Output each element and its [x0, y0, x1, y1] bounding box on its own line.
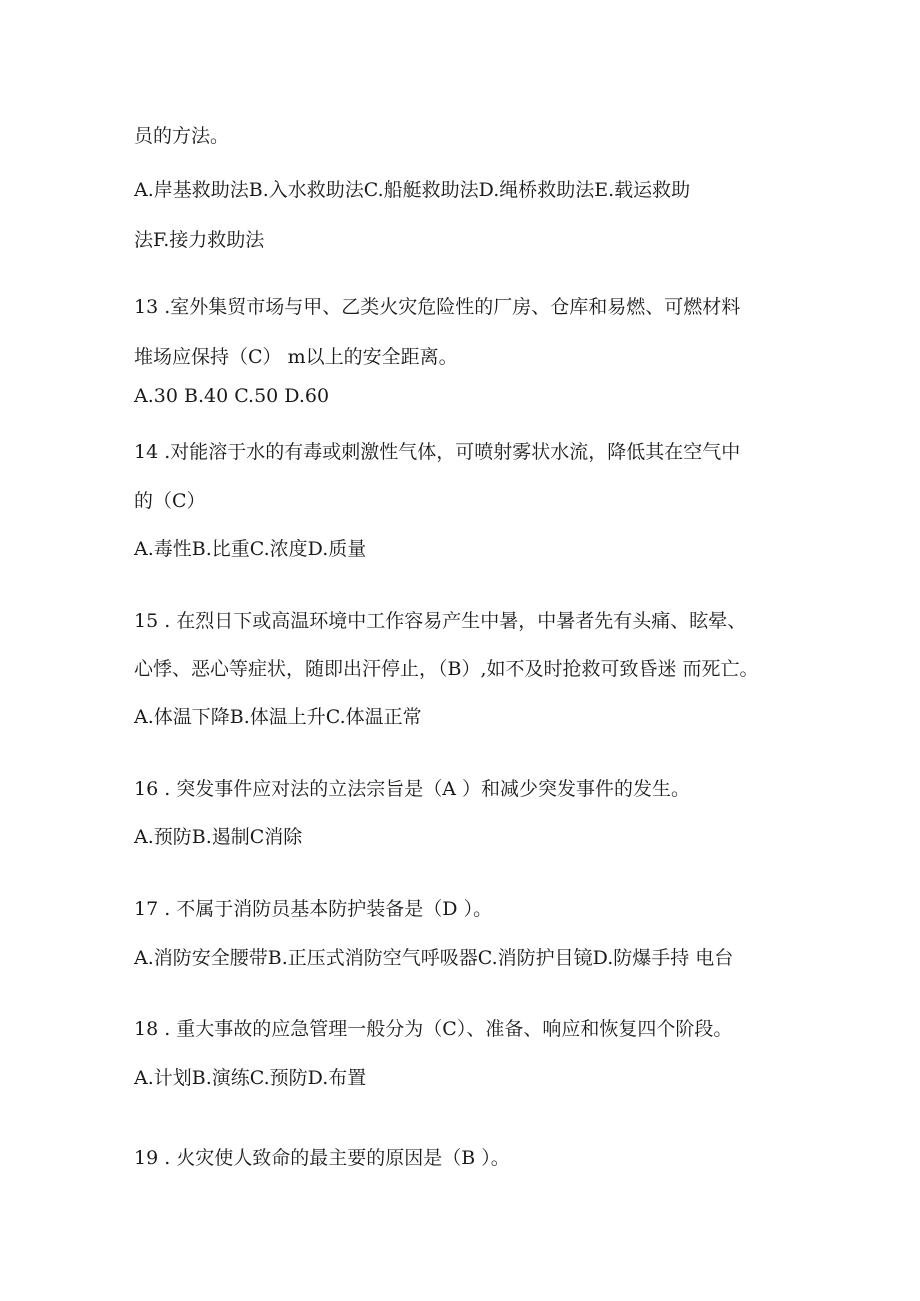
answer-options: A.消防安全腰带B.正压式消防空气呼吸器C.消防护目镜D.防爆手持 电台 [134, 947, 734, 969]
question-14: 14 .对能溶于水的有毒或刺激性气体，可喷射雾状水流，降低其在空气中 [134, 441, 741, 463]
answer-options: A.岸基救助法B.入水救助法C.船艇救助法D.绳桥救助法E.载运救助 [134, 179, 691, 201]
question-14-cont: 的（C） [134, 490, 206, 512]
answer-options-cont: 法F.接力救助法 [134, 229, 265, 251]
question-15: 15 . 在烈日下或高温环境中工作容易产生中暑，中暑者先有头痛、眩晕、 [134, 610, 747, 632]
question-19: 19 . 火灾使人致命的最主要的原因是（B ）。 [134, 1147, 510, 1169]
question-13: 13 .室外集贸市场与甲、乙类火灾危险性的厂房、仓库和易燃、可燃材料 [134, 296, 741, 318]
answer-options: A.毒性B.比重C.浓度D.质量 [134, 538, 367, 560]
question-13-cont: 堆场应保持（C） m以上的安全距离。 [134, 346, 458, 368]
answer-options: A.体温下降B.体温上升C.体温正常 [134, 706, 422, 728]
question-15-cont: 心悸、恶心等症状，随即出汗停止，（B）,如不及时抢救可致昏迷 而死亡。 [134, 658, 759, 680]
question-16: 16 . 突发事件应对法的立法宗旨是（A ）和减少突发事件的发生。 [134, 778, 691, 800]
answer-options: A.预防B.遏制C消除 [134, 826, 303, 848]
text-line: 员的方法。 [134, 125, 230, 147]
answer-options: A.计划B.演练C.预防D.布置 [134, 1067, 367, 1089]
answer-options: A.30 B.40 C.50 D.60 [134, 385, 330, 407]
question-18: 18 . 重大事故的应急管理一般分为（C）、准备、响应和恢复四个阶段。 [134, 1018, 733, 1040]
question-17: 17 . 不属于消防员基本防护装备是（D ）。 [134, 898, 493, 920]
